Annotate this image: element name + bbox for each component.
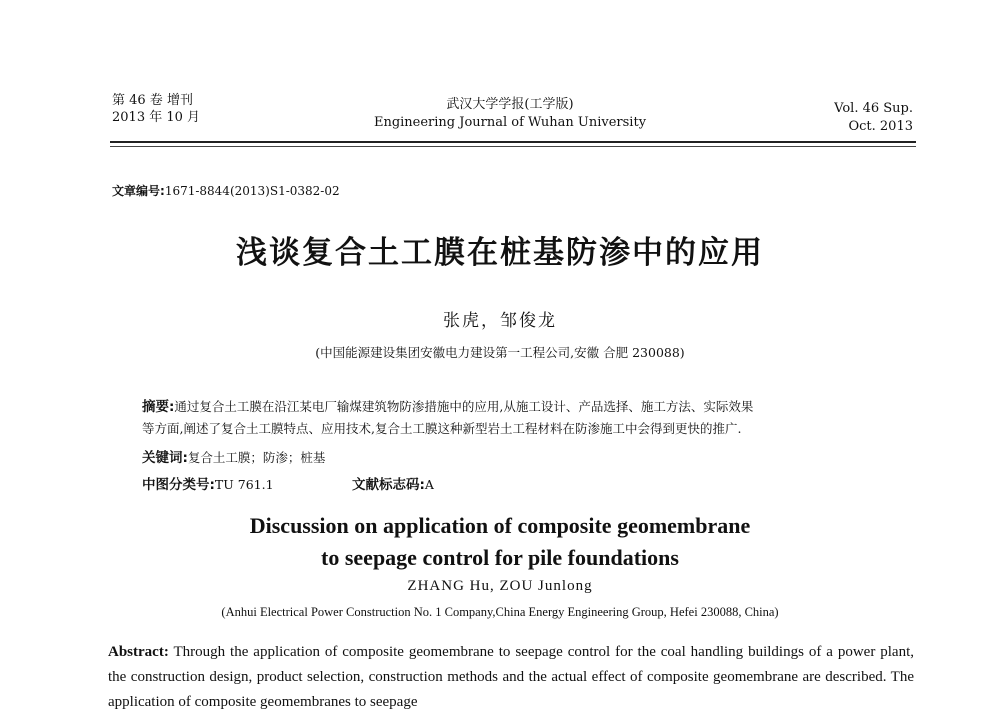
authors-en: ZHANG Hu, ZOU Junlong [407,578,593,594]
abstract-cn-line1: 通过复合土工膜在沿江某电厂输煤建筑物防渗措施中的应用,从施工设计、产品选择、施工方法、实际效果 [174,399,754,414]
classification-value: TU 761.1 [214,477,274,492]
issue-info [112,92,200,126]
volume-issue: 第 46 卷 增刊 [112,93,193,108]
journal-name-en: Engineering Journal of Wuhan University [373,115,647,130]
abstract-en-text: Through the application of composite geomembrane to seepage control for the coal handling buildings of a power plant, the construction design, product selection, construction methods and the actual effect of composite geomembrane are described. The application of composite geomembranes to seepage [108,644,914,710]
volume-info-en [780,100,913,136]
classification-label: 中图分类号: [142,477,215,493]
abstract-cn [142,396,882,440]
keywords-cn-label: 关键词: [142,450,188,466]
abstract-en-label: Abstract: [108,644,169,660]
classification-number [142,473,274,493]
document-code-label: 文献标志码: [352,477,425,493]
date-en: Oct. 2013 [848,119,913,134]
abstract-en [108,640,914,715]
document-code-value: A [424,477,434,492]
authors-cn: 张虎，邹俊龙 [443,311,557,331]
document-code [352,473,434,493]
header-rule-thick [110,141,916,143]
journal-name-cn: 武汉大学学报(工学版) [446,97,574,112]
article-number-value: 1671-8844(2013)S1-0382-02 [164,184,340,198]
header-rule-thin [110,146,916,147]
abstract-cn-label: 摘要: [142,399,175,415]
article-number-label: 文章编号: [112,184,165,198]
title-en-line2: to seepage control for pile foundations [321,545,679,570]
title-en-line1: Discussion on application of composite geomembrane [249,513,751,538]
title-cn: 浅谈复合土工膜在桩基防渗中的应用 [236,235,764,271]
abstract-cn-line2: 等方面,阐述了复合土工膜特点、应用技术,复合土工膜这种新型岩土工程材料在防渗施工中会得到更快的推广. [142,421,742,436]
issue-date: 2013 年 10 月 [112,110,201,125]
keywords-cn [142,446,325,466]
journal-name [360,96,660,132]
affiliation-en: (Anhui Electrical Power Construction No. 1 Company,China Energy Engineering Group, Hefei 230088, China) [221,605,779,619]
volume-en: Vol. 46 Sup. [834,101,913,116]
affiliation-cn: (中国能源建设集团安徽电力建设第一工程公司,安徽 合肥 230088) [315,345,685,360]
keywords-cn-value: 复合土工膜；防渗；桩基 [187,450,326,465]
article-number [112,182,340,199]
